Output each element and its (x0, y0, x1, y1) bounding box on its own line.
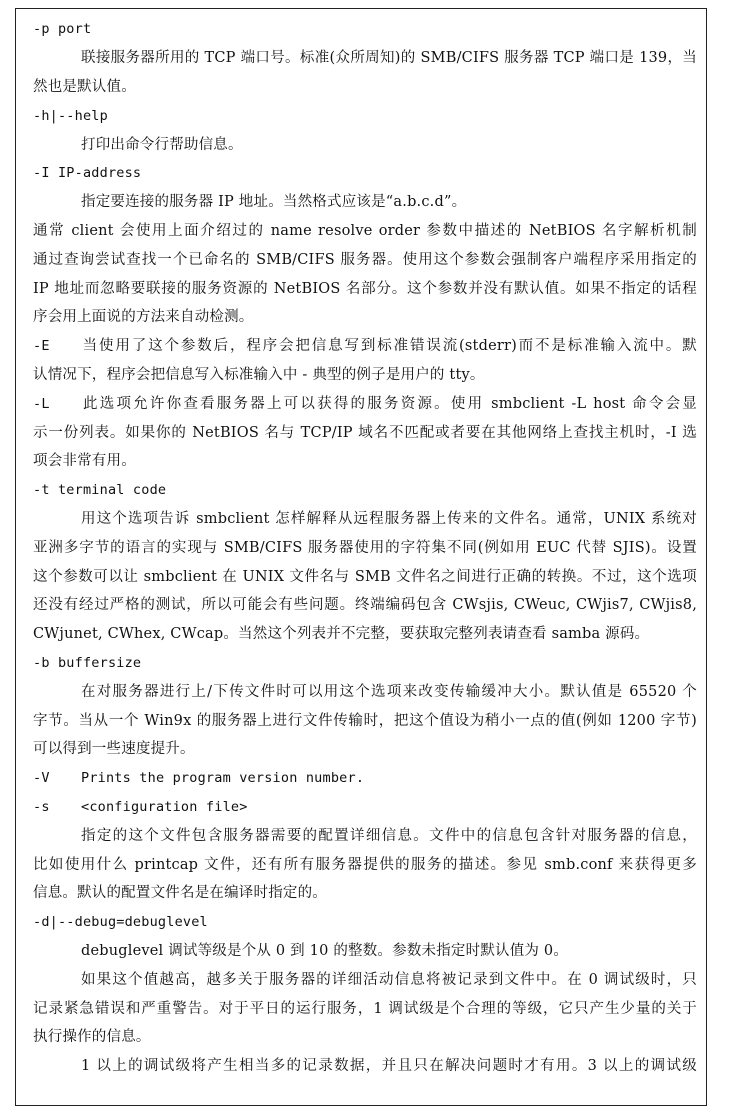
paragraph-line: 示一份列表。如果你的 NetBIOS 名与 TCP/IP 域名不匹配或者要在其他网络上查找主机时，-I 选 (33, 425, 697, 441)
option-heading: -p port (33, 21, 92, 37)
paragraph-line: 如果这个值越高，越多关于服务器的详细活动信息将被记录到文件中。在 0 调试级时，只 (81, 972, 697, 988)
option-description: 当使用了这个参数后，程序会把信息写到标准错误流(stderr)而不是标准输入流中。默 (81, 338, 697, 354)
paragraph-line: 指定要连接的服务器 IP 地址。当然格式应该是“a.b.c.d”。 (81, 194, 467, 210)
paragraph-line: 联接服务器所用的 TCP 端口号。标准(众所周知)的 SMB/CIFS 服务器 TCP 端口是 139，当 (81, 50, 697, 66)
paragraph-line: 执行操作的信息。 (33, 1029, 151, 1045)
paragraph-line: debuglevel 调试等级是个从 0 到 10 的整数。参数未指定时默认值为 0。 (81, 943, 569, 959)
option-heading: -b buffersize (33, 655, 142, 671)
paragraph-line: 序会用上面说的方法来自动检测。 (33, 309, 254, 325)
paragraph-line: 在对服务器进行上/下传文件时可以用这个选项来改变传输缓冲大小。默认值是 65520 个 (81, 684, 697, 700)
paragraph-line: 指定的这个文件包含服务器需要的配置详细信息。文件中的信息包含针对服务器的信息， (81, 828, 697, 844)
option-description: 此选项允许你查看服务器上可以获得的服务资源。使用 smbclient -L host 命令会显 (81, 396, 697, 412)
paragraph-line: 用这个选项告诉 smbclient 怎样解释从远程服务器上传来的文件名。通常，UNIX 系统对 (81, 511, 697, 527)
option-description: <configuration file> (81, 799, 248, 815)
document-frame (15, 8, 707, 1106)
paragraph-line: 可以得到一些速度提升。 (33, 741, 195, 757)
option-flag: -s (33, 799, 50, 815)
paragraph-line: 打印出命令行帮助信息。 (81, 137, 243, 153)
option-heading: -t terminal code (33, 482, 167, 498)
option-heading: -I IP-address (33, 165, 142, 181)
option-line-L (33, 390, 697, 418)
paragraph-line: 通过查询尝试查找一个已命名的 SMB/CIFS 服务器。使用这个参数会强制客户端程序采用指定的 (33, 252, 697, 268)
paragraph-line: 字节。当从一个 Win9x 的服务器上进行文件传输时，把这个值设为稍小一点的值(例如 1200 字节) (33, 713, 697, 729)
paragraph-line: 认情况下，程序会把信息写入标准输入中 - 典型的例子是用户的 tty。 (33, 367, 485, 383)
option-flag: -V (33, 770, 50, 786)
paragraph-line: 然也是默认值。 (33, 79, 136, 95)
option-flag: -E (33, 338, 50, 354)
paragraph-line: 这个参数可以让 smbclient 在 UNIX 文件名与 SMB 文件名之间进行正确的转换。不过，这个选项 (33, 569, 697, 585)
paragraph-line: IP 地址而忽略要联接的服务资源的 NetBIOS 名部分。这个参数并没有默认值。如果不指定的话程 (33, 281, 697, 297)
paragraph-line: 亚洲多字节的语言的实现与 SMB/CIFS 服务器使用的字符集不同(例如用 EUC 代替 SJIS)。设置 (33, 540, 697, 556)
paragraph-line: CWjunet, CWhex, CWcap。当然这个列表并不完整，要获取完整列表请查看 samba 源码。 (33, 626, 650, 642)
paragraph-line: 项会非常有用。 (33, 453, 136, 469)
option-description: Prints the program version number. (81, 770, 365, 786)
option-line-V (33, 764, 697, 792)
paragraph-line: 比如使用什么 printcap 文件，还有所有服务器提供的服务的描述。参见 smb.conf 来获得更多 (33, 857, 697, 873)
paragraph-line: 还没有经过严格的测试，所以可能会有些问题。终端编码包含 CWsjis, CWeuc, CWjis7, CWjis8, (33, 597, 697, 613)
option-heading: -h|--help (33, 108, 108, 124)
option-line-E (33, 332, 697, 360)
paragraph-line: 记录紧急错误和严重警告。对于平日的运行服务，1 调试级是个合理的等级，它只产生少量的关于 (33, 1001, 697, 1017)
paragraph-line: 1 以上的调试级将产生相当多的记录数据，并且只在解决问题时才有用。3 以上的调试级 (81, 1058, 697, 1074)
option-line-s (33, 793, 697, 821)
paragraph-line: 信息。默认的配置文件名是在编译时指定的。 (33, 885, 327, 901)
option-flag: -L (33, 396, 50, 412)
paragraph-line: 通常 client 会使用上面介绍过的 name resolve order 参数中描述的 NetBIOS 名字解析机制 (33, 223, 697, 239)
option-heading: -d|--debug=debuglevel (33, 914, 208, 930)
